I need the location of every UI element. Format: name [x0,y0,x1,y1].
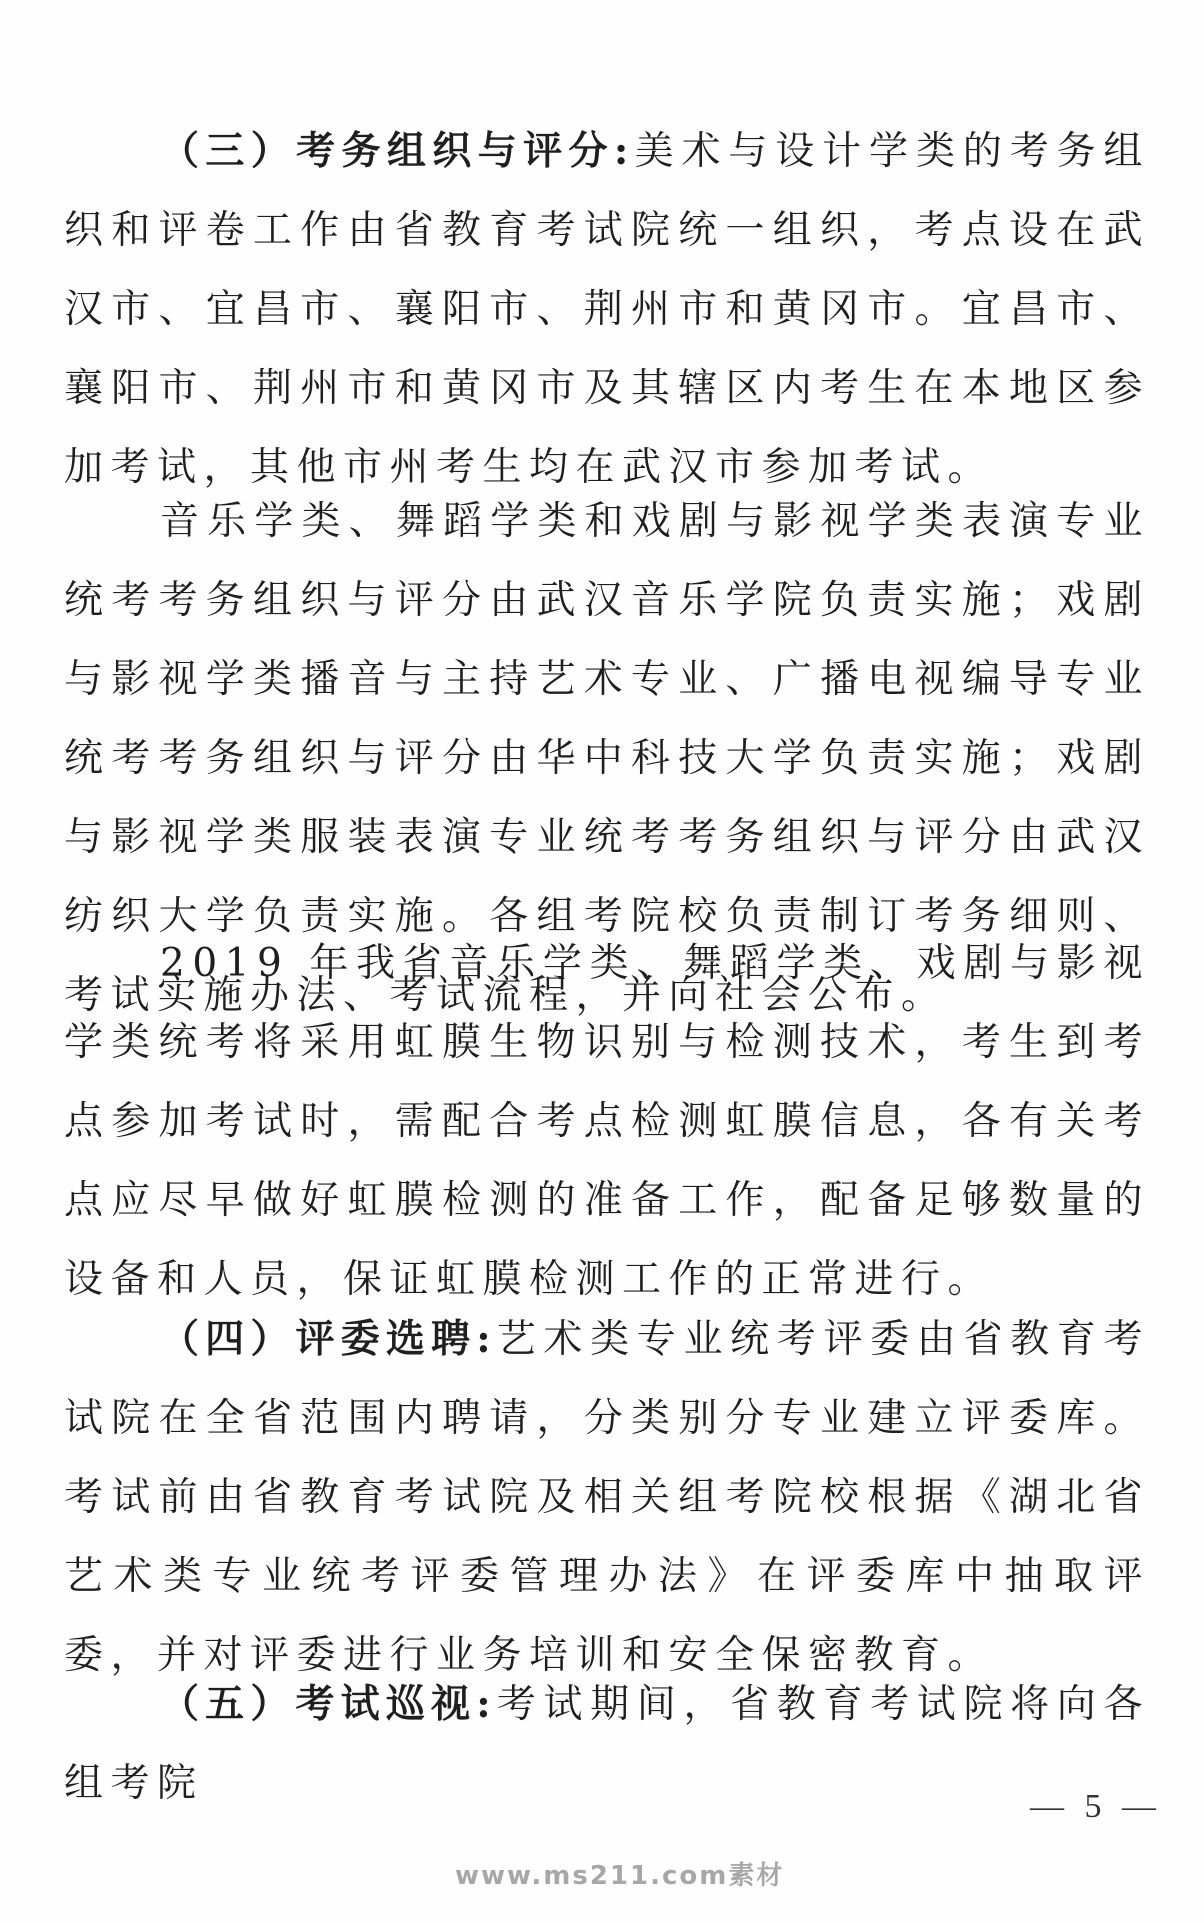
performance-exam-body: 音乐学类、舞蹈学类和戏剧与影视学类表演专业统考考务组织与评分由武汉音乐学院负责实施；戏剧与影视学类播音与主持艺术专业、广播电视编导专业统考考务组织与评分由华中科技大学负责实施；戏剧与影视学类服装表演专业统考考务组织与评分由武汉纺织大学负责实施。各组考院校负责制订考务细则、考试实施办法、考试流程，并向社会公布。 [64,499,1150,1018]
section-five-paragraph [64,1665,1150,1823]
section-three-body: 美术与设计学类的考务组织和评卷工作由省教育考试院统一组织，考点设在武汉市、宜昌市、襄阳市、荆州市和黄冈市。宜昌市、襄阳市、荆州市和黄冈市及其辖区内考生在本地区参加考试，其他市州考生均在武汉市参加考试。 [64,129,1150,490]
iris-detection-body: 2019 年我省音乐学类、舞蹈学类、戏剧与影视学类统考将采用虹膜生物识别与检测技术，考生到考点参加考试时，需配合考点检测虹膜信息，各有关考点应尽早做好虹膜检测的准备工作，配备足够数量的设备和人员，保证虹膜检测工作的正常进行。 [64,941,1150,1302]
section-four-paragraph [64,1300,1150,1695]
watermark-text: www.ms211.com素材 [455,1861,785,1891]
section-three-paragraph [64,112,1150,507]
section-five-body: 考试期间，省教育考试院将向各组考院 [64,1682,1150,1806]
section-four-heading: （四）评委选聘: [160,1316,497,1362]
section-five-heading: （五）考试巡视: [160,1681,497,1727]
iris-detection-paragraph [64,924,1150,1319]
section-three-heading: （三）考务组织与评分: [160,128,635,174]
page-number: — 5 — [1030,1788,1162,1825]
section-four-body: 艺术类专业统考评委由省教育考试院在全省范围内聘请，分类别分专业建立评委库。考试前由省教育考试院及相关组考院校根据《湖北省艺术类专业统考评委管理办法》在评委库中抽取评委，并对评委进行业务培训和安全保密教育。 [64,1317,1150,1678]
